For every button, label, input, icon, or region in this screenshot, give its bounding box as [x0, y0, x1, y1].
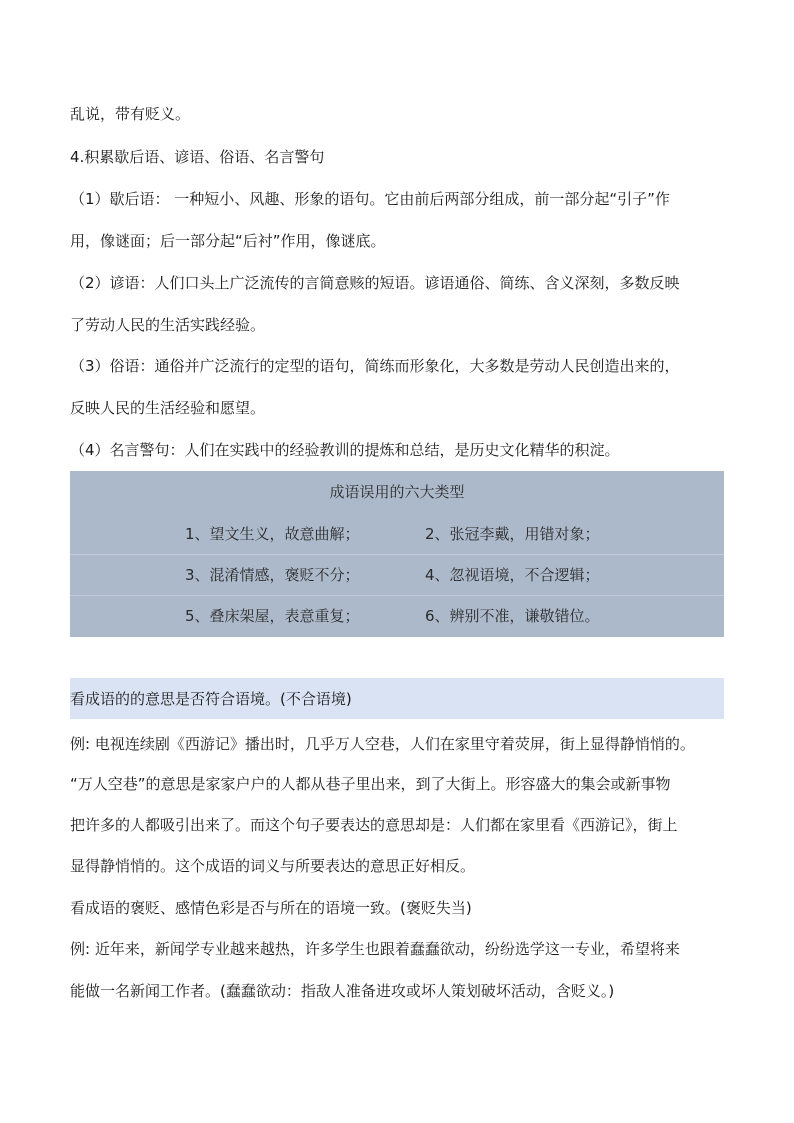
table-cell: 1、望文生义，故意曲解； [185, 525, 360, 543]
item-3-line-1: （3）俗语：通俗并广泛流行的定型的语句，简练而形象化，大多数是劳动人民创造出来的， [70, 357, 680, 375]
item-2-line-2: 了劳动人民的生活实践经验。 [70, 316, 266, 334]
item-3-line-2: 反映人民的生活经验和愿望。 [70, 399, 266, 417]
intro-tail-text: 乱说，带有贬义。 [70, 105, 191, 123]
context-example-line: “万人空巷”的意思是家家户户的人都从巷子里出来，到了大街上。形容盛大的集会或新事物 [70, 775, 671, 793]
context-example-line: 例: 电视连续剧《西游记》播出时，几乎万人空巷，人们在家里守着荧屏，街上显得静悄悄的。 [70, 735, 695, 753]
context-point-heading: 看成语的的意思是否符合语境。(不合语境) [70, 690, 352, 708]
table-cell: 3、混淆情感，褒贬不分； [185, 566, 360, 584]
sentiment-example-line: 能做一名新闻工作者。(蠢蠢欲动：指敌人准备进攻或坏人策划破坏活动，含贬义。) [70, 982, 615, 1000]
item-2-line-1: （2）谚语：人们口头上广泛流传的言简意赅的短语。谚语通俗、简练、含义深刻，多数反映 [70, 274, 680, 292]
table-cell: 2、张冠李戴，用错对象； [425, 525, 600, 543]
table-row [70, 595, 724, 637]
table-cell: 6、辨别不准，谦敬错位。 [425, 607, 600, 625]
table-row [70, 513, 724, 554]
context-example-line: 把许多的人都吸引出来了。而这个句子要表达的意思却是：人们都在家里看《西游记》，街上 [70, 816, 678, 834]
sentiment-point-heading: 看成语的褒贬、感情色彩是否与所在的语境一致。(褒贬失当) [70, 899, 472, 917]
table-row [70, 554, 724, 596]
table-title: 成语误用的六大类型 [329, 483, 465, 501]
context-example-line: 显得静悄悄的。这个成语的词义与所要表达的意思正好相反。 [70, 857, 476, 875]
item-4-line-1: （4）名言警句：人们在实践中的经验教训的提炼和总结，是历史文化精华的积淀。 [70, 441, 620, 459]
misuse-types-table [70, 471, 724, 637]
sentiment-example-line: 例: 近年来，新闻学专业越来越热，许多学生也跟着蠢蠢欲动，纷纷选学这一专业，希望将来 [70, 940, 680, 958]
item-1-line-2: 用，像谜面；后一部分起“后衬”作用，像谜底。 [70, 232, 386, 250]
item-1-line-1: （1）歇后语： 一种短小、风趣、形象的语句。它由前后两部分组成，前一部分起“引子”作 [70, 190, 670, 208]
table-cell: 4、忽视语境，不合逻辑； [425, 566, 600, 584]
table-cell: 5、叠床架屋，表意重复； [185, 607, 360, 625]
section-4-heading: 4.积累歇后语、谚语、俗语、名言警句 [70, 148, 325, 166]
